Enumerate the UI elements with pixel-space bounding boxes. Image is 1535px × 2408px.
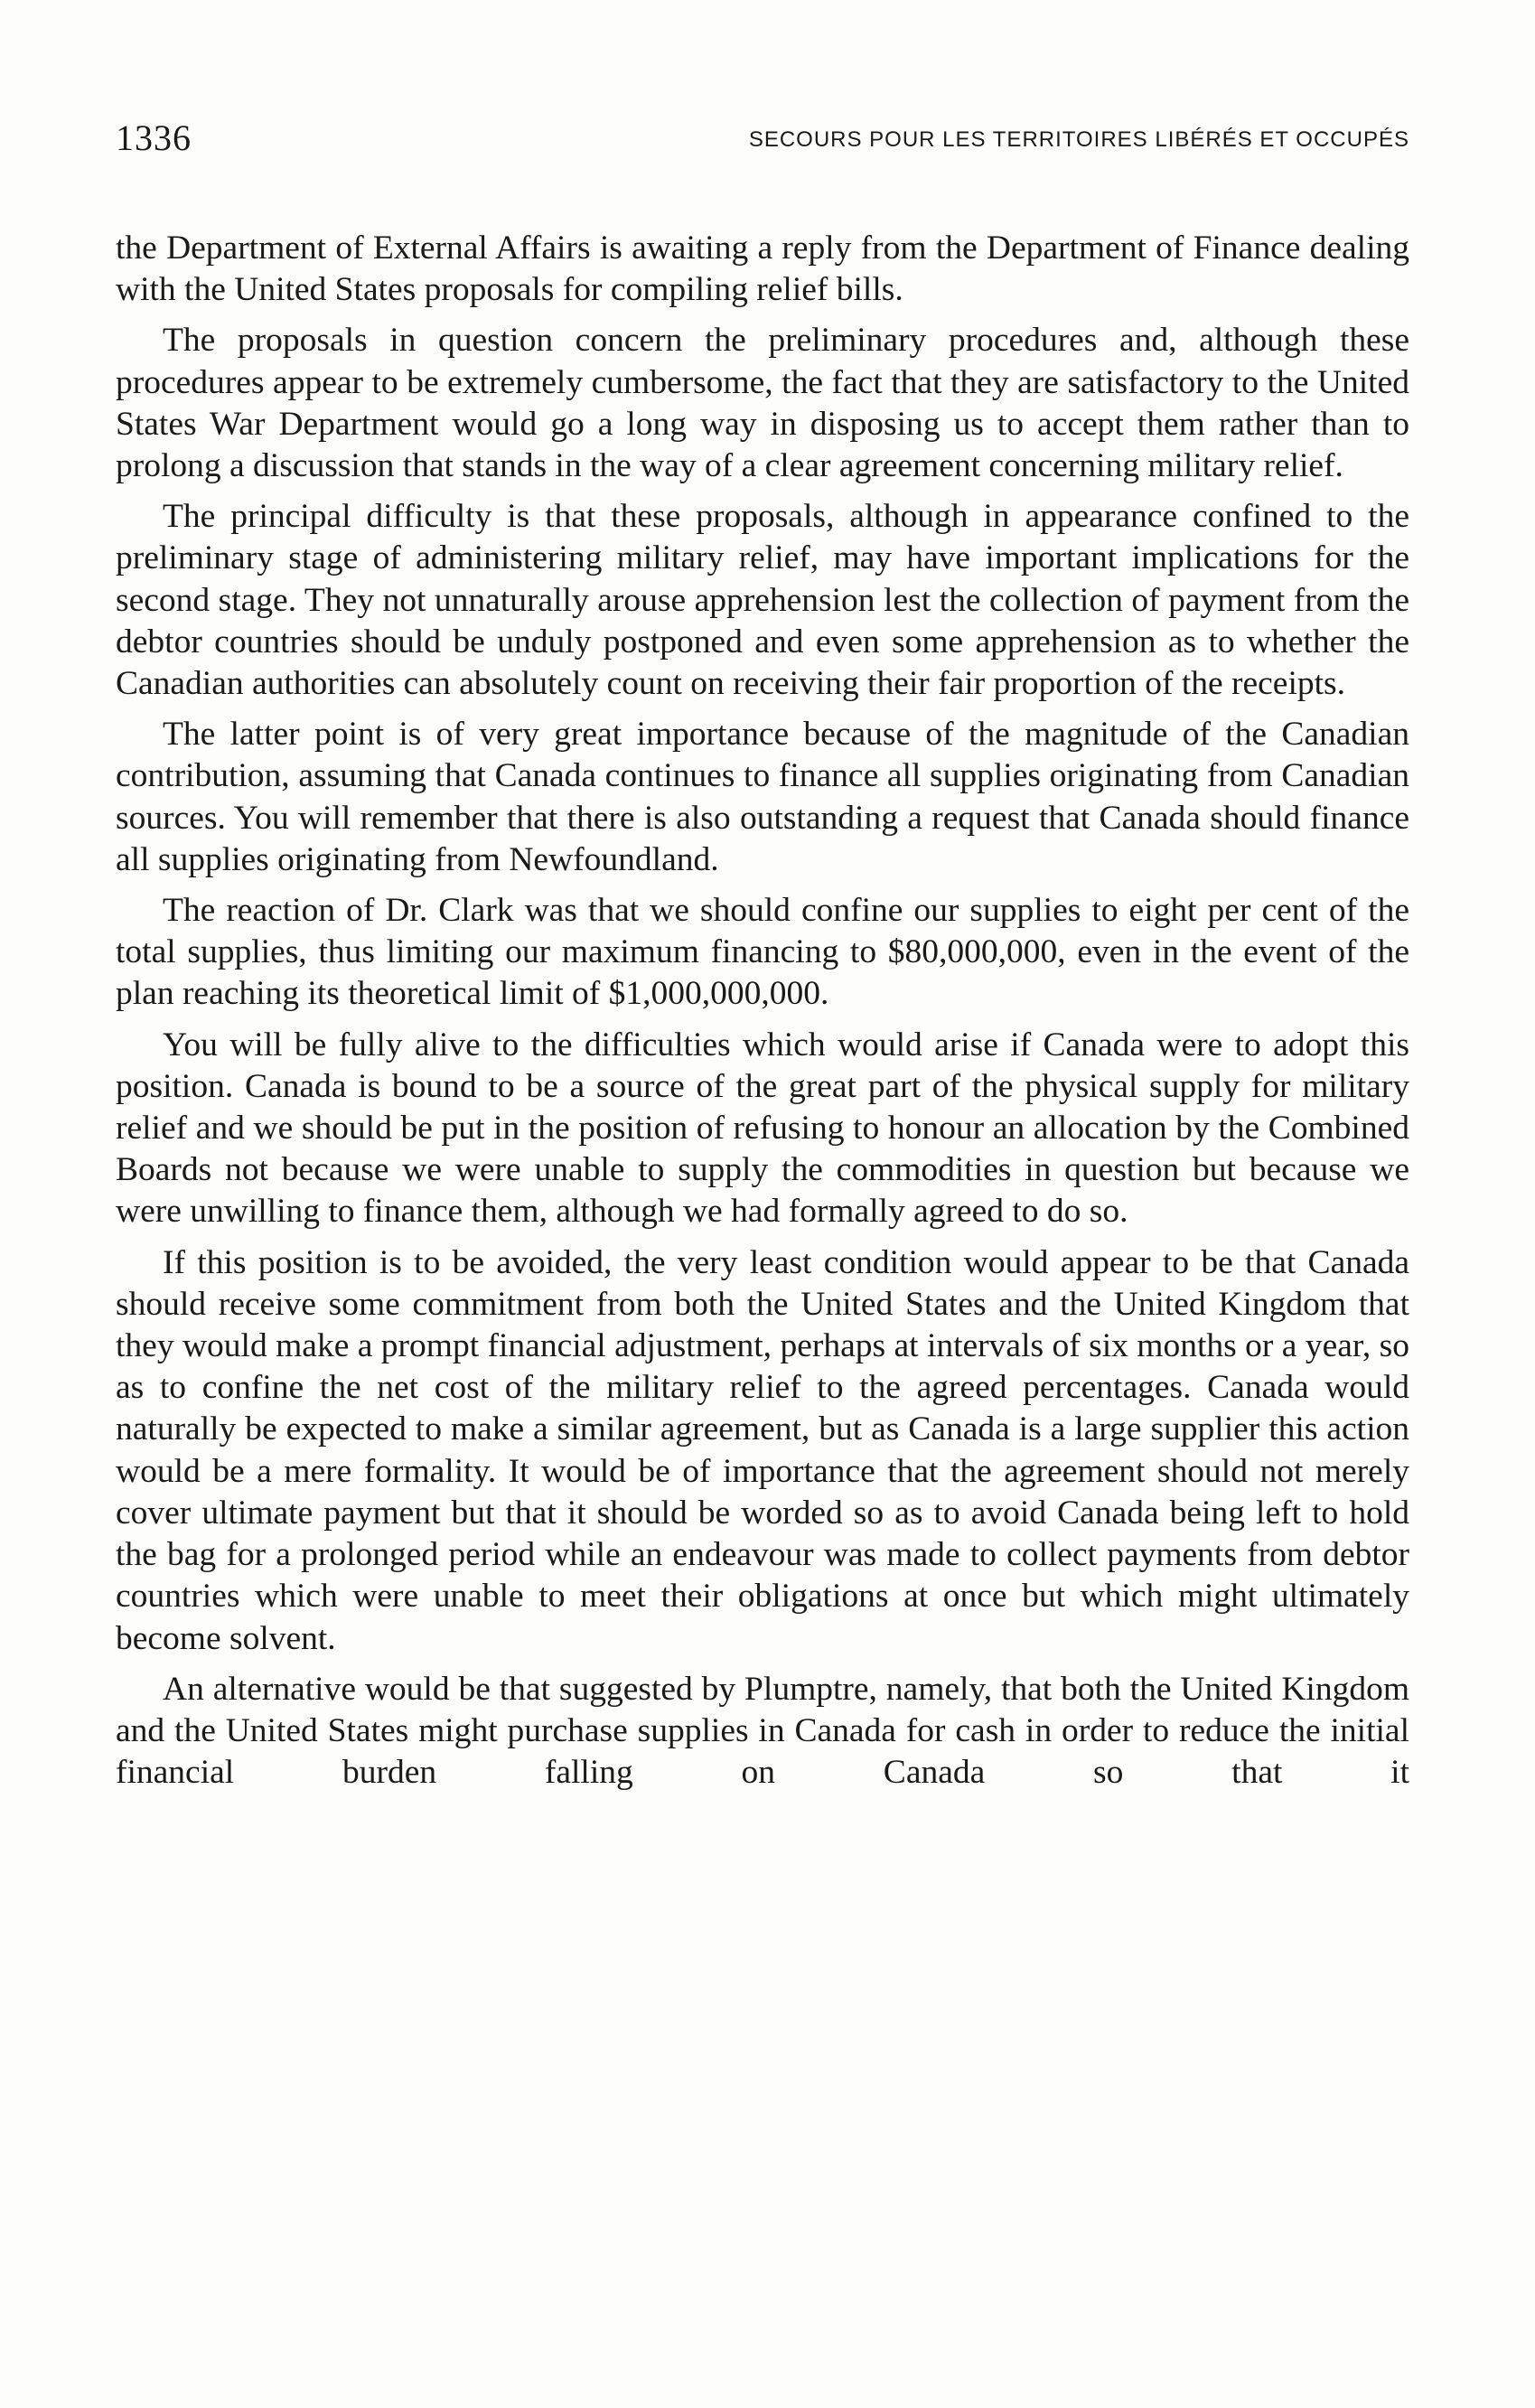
body-text [116, 228, 1409, 1803]
paragraph: You will be fully alive to the difficulties which would arise if Canada were to adopt this position. Canada is bound to be a source of the great part of the physical supply for military relief and we should be put in the position of refusing to honour an allocation by the Combined Boards not because we were unable to supply the commodities in question but because we were unwilling to finance them, although we had formally agreed to do so. [116, 1026, 1409, 1231]
page-number: 1336 [116, 117, 192, 158]
paragraph: The principal difficulty is that these proposals, although in appearance confined to the preliminary stage of administering military relief, may have important implications for the second stage. They not unnaturally arouse apprehension lest the collection of payment from the debtor countries should be unduly postponed and even some apprehension as to whether the Canadian authorities can absolutely count on receiving their fair proportion of the receipts. [116, 498, 1409, 703]
running-head: SECOURS POUR LES TERRITOIRES LIBÉRÉS ET OCCUPÉS [748, 127, 1409, 152]
paragraph: If this position is to be avoided, the very least condition would appear to be that Canada should receive some commitment from both the United States and the United Kingdom that they would make a prompt financial adjustment, perhaps at intervals of six months or a year, so as to confine the net cost of the military relief to the agreed percentages. Canada would naturally be expected to make a similar agreement, but as Canada is a large supplier this action would be a mere formality. It would be of importance that the agreement should not merely cover ultimate payment but that it should be worded so as to avoid Canada being left to hold the bag for a prolonged period while an endeavour was made to collect payments from debtor countries which were unable to meet their obligations at once but which might ultimately become solvent. [116, 1243, 1409, 1657]
paragraph: the Department of External Affairs is awaiting a reply from the Department of Finance dealing with the United States proposals for compiling relief bills. [116, 230, 1409, 309]
page-header [116, 116, 1409, 161]
paragraph: The proposals in question concern the preliminary procedures and, although these procedures appear to be extremely cumbersome, the fact that they are satisfactory to the United States War Department would go a long way in disposing us to accept them rather than to prolong a discussion that stands in the way of a clear agreement concerning military relief. [116, 322, 1409, 485]
paragraph: The latter point is of very great importance because of the magnitude of the Canadian contribution, assuming that Canada continues to finance all supplies originating from Canadian sources. You will remember that there is also outstanding a request that Canada should finance all supplies originating from Newfoundland. [116, 716, 1409, 878]
paragraph: The reaction of Dr. Clark was that we should confine our supplies to eight per cent of the total supplies, thus limiting our maximum financing to $80,000,000, even in the event of the plan reaching its theoretical limit of $1,000,000,000. [116, 892, 1409, 1013]
paragraph: An alternative would be that suggested by Plumptre, namely, that both the United Kingdom and the United States might purchase supplies in Canada for cash in order to reduce the initial financial burden falling on Canada so that it [116, 1670, 1409, 1792]
